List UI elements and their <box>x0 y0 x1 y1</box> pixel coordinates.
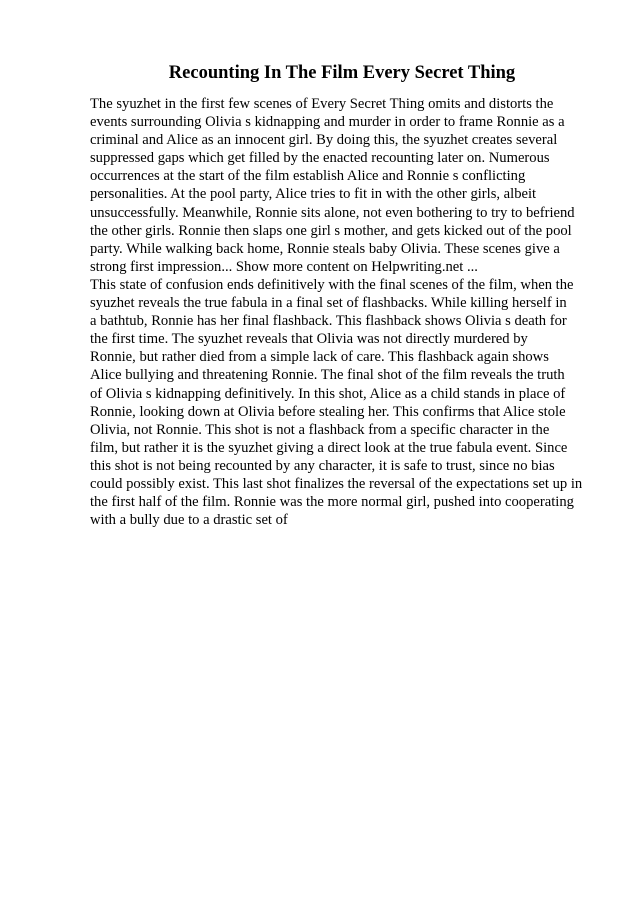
body-line: Olivia, not Ronnie. This shot is not a flashback from a specific character in the <box>90 421 550 438</box>
document-body <box>90 95 590 529</box>
body-line: personalities. At the pool party, Alice tries to fit in with the other girls, albeit <box>90 186 537 203</box>
body-line: Ronnie, but rather died from a simple lack of care. This flashback again shows <box>90 349 549 366</box>
body-line: Ronnie, looking down at Olivia before stealing her. This confirms that Alice stole <box>90 403 566 420</box>
body-line: unsuccessfully. Meanwhile, Ronnie sits alone, not even bothering to try to befriend <box>90 204 575 221</box>
body-line: a bathtub, Ronnie has her final flashback. This flashback shows Olivia s death for <box>90 313 567 330</box>
body-line: film, but rather it is the syuzhet giving a direct look at the true fabula event. Since <box>90 439 568 456</box>
body-line: with a bully due to a drastic set of <box>90 512 288 529</box>
body-line: syuzhet reveals the true fabula in a final set of flashbacks. While killing herself in <box>90 295 567 312</box>
body-line: Alice bullying and threatening Ronnie. The final shot of the film reveals the truth <box>90 367 565 384</box>
body-line: criminal and Alice as an innocent girl. By doing this, the syuzhet creates several <box>90 132 558 149</box>
body-line: occurrences at the start of the film establish Alice and Ronnie s conflicting <box>90 168 526 185</box>
body-line: The syuzhet in the first few scenes of Every Secret Thing omits and distorts the <box>90 96 554 112</box>
body-line: events surrounding Olivia s kidnapping and murder in order to frame Ronnie as a <box>90 114 565 131</box>
body-line: party. While walking back home, Ronnie steals baby Olivia. These scenes give a <box>90 240 560 257</box>
body-line-show-more: strong first impression... Show more content on Helpwriting.net ... <box>90 258 478 275</box>
body-line: this shot is not being recounted by any character, it is safe to trust, since no bias <box>90 457 555 474</box>
body-line: the first time. The syuzhet reveals that Olivia was not directly murdered by <box>90 331 528 348</box>
body-line: could possibly exist. This last shot finalizes the reversal of the expectations set up in <box>90 475 583 492</box>
body-line: the other girls. Ronnie then slaps one girl s mother, and gets kicked out of the pool <box>90 222 572 239</box>
body-line: suppressed gaps which get filled by the enacted recounting later on. Numerous <box>90 150 550 167</box>
body-line: of Olivia s kidnapping definitively. In this shot, Alice as a child stands in place of <box>90 385 566 402</box>
document-title: Recounting In The Film Every Secret Thing <box>168 63 516 83</box>
body-line: This state of confusion ends definitively with the final scenes of the film, when the <box>90 276 574 293</box>
body-line: the first half of the film. Ronnie was the more normal girl, pushed into cooperating <box>90 494 574 511</box>
